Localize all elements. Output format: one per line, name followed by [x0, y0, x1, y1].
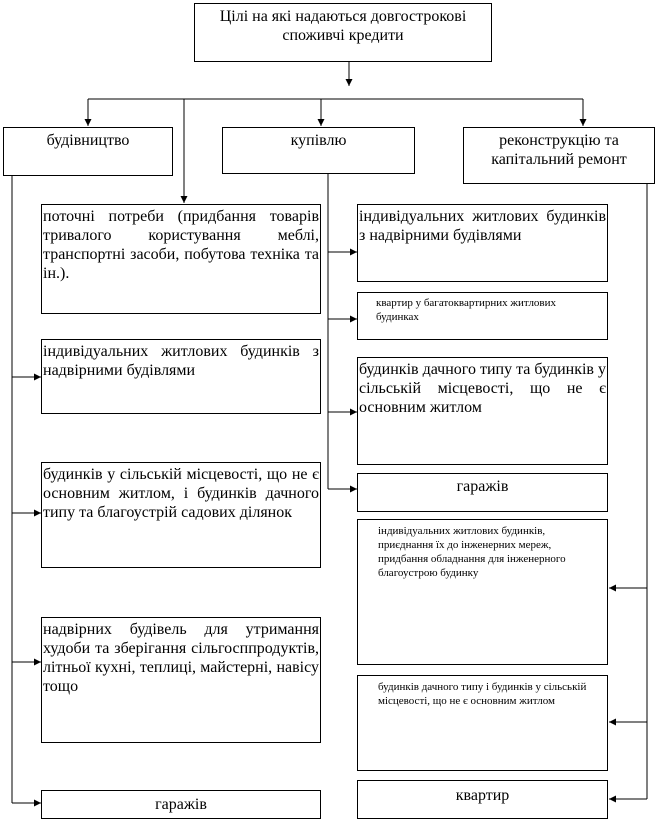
left-item-rural-houses: будинків у сільській місцевості, що не є основним житлом, і будинків дачного типу та благоустрій садових ділянок	[41, 462, 321, 568]
left-item-individual-houses: індивідуальних житлових будинків з надвірними будівлями	[41, 339, 321, 414]
right-item-dacha-houses: будинків дачного типу і будинків у сільській місцевості, що не є основним житлом	[357, 675, 608, 771]
middle-item-apartments: квартир у багатоквартирних житлових будинках	[357, 292, 608, 340]
left-item-current-needs: поточні потреби (придбання товарів тривалого користування меблі, транспортні засоби, побутова техніка та ін.).	[41, 204, 321, 314]
left-item-garages: гаражів	[41, 790, 321, 819]
category-purchase: купівлю	[222, 127, 415, 174]
title-text: Цілі на які надаються довгострокові споживчі кредити	[219, 8, 467, 44]
middle-item-garages: гаражів	[357, 473, 608, 512]
category-reconstruction: реконструкцію та капітальний ремонт	[463, 127, 655, 184]
left-item-outbuildings: надвірних будівель для утримання худоби та зберігання сільгосппродуктів, літньої кухні, теплиці, майстерні, навісу тощо	[41, 617, 321, 743]
right-item-apartments: квартир	[357, 780, 608, 819]
right-item-individual-houses: індивідуальних житлових будинків, приєднання їх до інженерних мереж, придбання обладнання для інженерного благоустрою будинку	[357, 519, 608, 665]
title-box	[194, 3, 492, 62]
middle-item-dacha-houses: будинків дачного типу та будинків у сільській місцевості, що не є основним житлом	[357, 357, 608, 465]
middle-item-individual-houses: індивідуальних житлових будинків з надвірними будівлями	[357, 204, 608, 282]
category-construction: будівництво	[3, 127, 173, 176]
